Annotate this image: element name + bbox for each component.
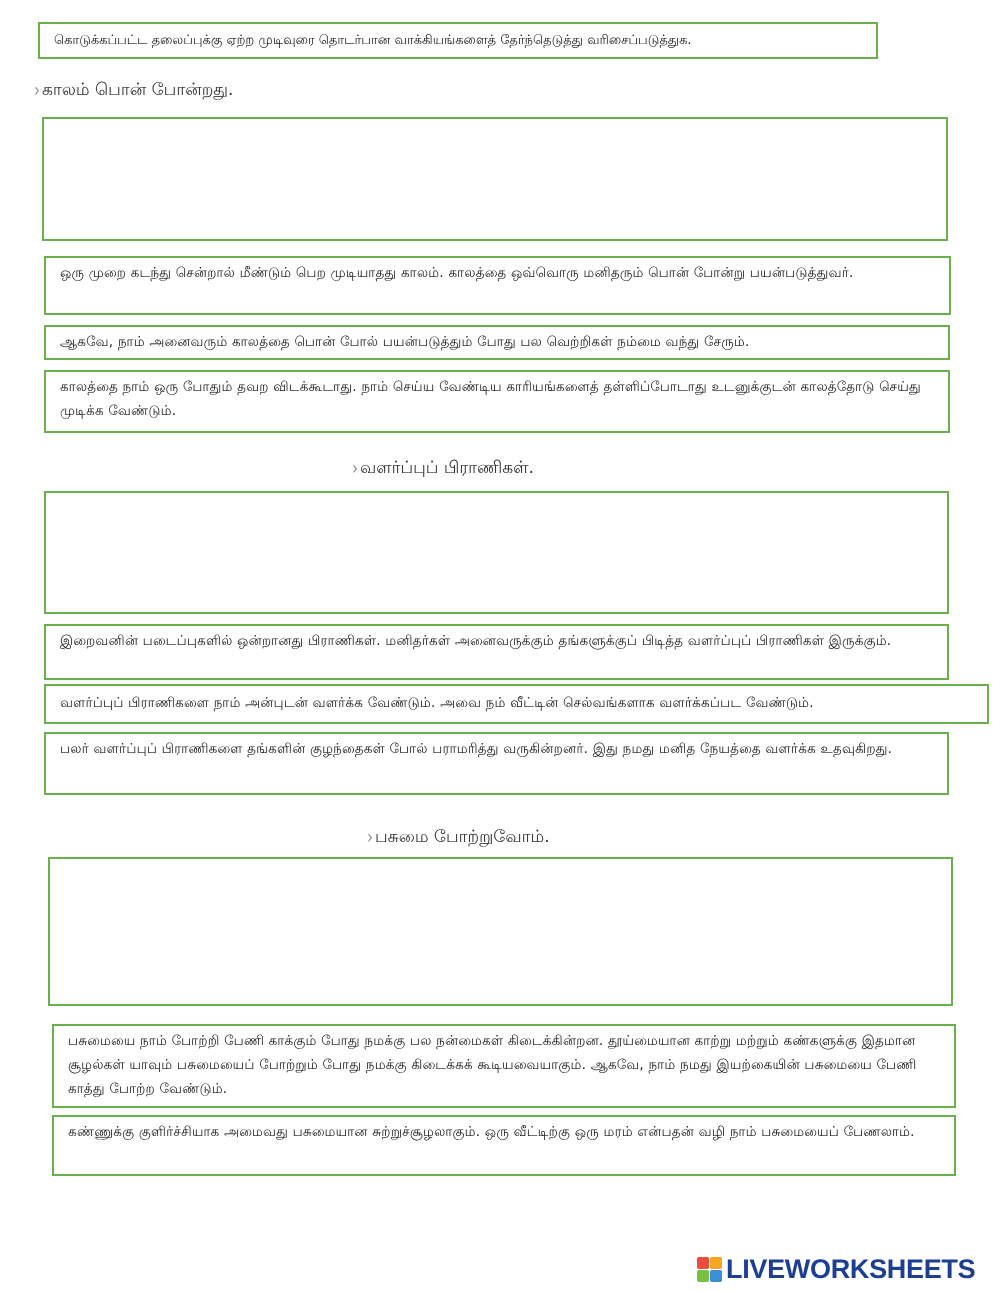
sentence-card[interactable]: வளர்ப்புப் பிராணிகளை நாம் அன்புடன் வளர்க்க வேண்டும். அவை நம் வீட்டின் செல்வங்களாக வளர்க்கப்பட வேண்டும். — [44, 684, 989, 724]
logo-mark-icon — [697, 1257, 722, 1282]
instruction-box: கொடுக்கப்பட்ட தலைப்புக்கு ஏற்ற முடிவுரை தொடர்பான வாக்கியங்களைத் தேர்ந்தெடுத்து வரிசைப்படுத்துக. — [38, 22, 878, 59]
sentence-card[interactable]: ஆகவே, நாம் அனைவரும் காலத்தை பொன் போல் பயன்படுத்தும் போது பல வெற்றிகள் நம்மை வந்து சேரும். — [44, 325, 950, 360]
sentence-card[interactable]: இறைவனின் படைப்புகளில் ஒன்றானது பிராணிகள். மனிதர்கள் அனைவருக்கும் தங்களுக்குப் பிடித்த வளர்ப்புப் பிராணிகள் இருக்கும். — [44, 624, 949, 680]
answer-drop-zone-pets[interactable] — [44, 491, 949, 614]
chevron-icon: › — [352, 456, 358, 480]
section-title-pets — [352, 458, 534, 480]
sentence-card[interactable]: பசுமையை நாம் போற்றி பேணி காக்கும் போது நமக்கு பல நன்மைகள் கிடைக்கின்றன. தூய்மையான காற்று மற்றும் கண்களுக்கு இதமான சூழல்கள் யாவும் பசுமையைப் போற்றும் போது நமக்கு கிடைக்கக் கூடியவையாகும். ஆகவே, நாம் நமது இயற்கையின் பசுமையை பேணி காத்து போற்ற வேண்டும். — [52, 1024, 956, 1108]
sentence-card[interactable]: கண்ணுக்கு குளிர்ச்சியாக அமைவது பசுமையான சுற்றுச்சூழலாகும். ஒரு வீட்டிற்கு ஒரு மரம் என்பதன் வழி நாம் பசுமையைப் பேணலாம். — [52, 1115, 956, 1176]
sentence-card[interactable]: ஒரு முறை கடந்து சென்றால் மீண்டும் பெற முடியாதது காலம். காலத்தை ஒவ்வொரு மனிதரும் பொன் போன்று பயன்படுத்துவர். — [44, 256, 951, 315]
section-title-text: பசுமை போற்றுவோம். — [375, 827, 550, 847]
section-title-text: காலம் பொன் போன்றது. — [42, 80, 234, 100]
sentence-card[interactable]: காலத்தை நாம் ஒரு போதும் தவற விடக்கூடாது. நாம் செய்ய வேண்டிய காரியங்களைத் தள்ளிப்போடாது உடனுக்குடன் காலத்தோடு செய்து முடிக்க வேண்டும். — [44, 370, 950, 433]
chevron-icon: › — [34, 78, 40, 102]
answer-drop-zone-time[interactable] — [42, 117, 948, 241]
chevron-icon: › — [367, 825, 373, 849]
logo-text: LIVEWORKSHEETS — [726, 1253, 976, 1284]
logo-square — [697, 1270, 709, 1282]
logo-square — [710, 1270, 722, 1282]
answer-drop-zone-greenery[interactable] — [48, 857, 953, 1006]
logo-square — [697, 1257, 709, 1269]
liveworksheets-logo — [697, 1254, 975, 1284]
section-title-text: வளர்ப்புப் பிராணிகள். — [360, 458, 534, 478]
section-title-greenery — [367, 827, 550, 849]
sentence-card[interactable]: பலர் வளர்ப்புப் பிராணிகளை தங்களின் குழந்தைகள் போல் பராமரித்து வருகின்றனர். இது நமது மனித நேயத்தை வளர்க்க உதவுகிறது. — [44, 732, 949, 795]
section-title-time — [34, 80, 233, 102]
logo-square — [710, 1257, 722, 1269]
